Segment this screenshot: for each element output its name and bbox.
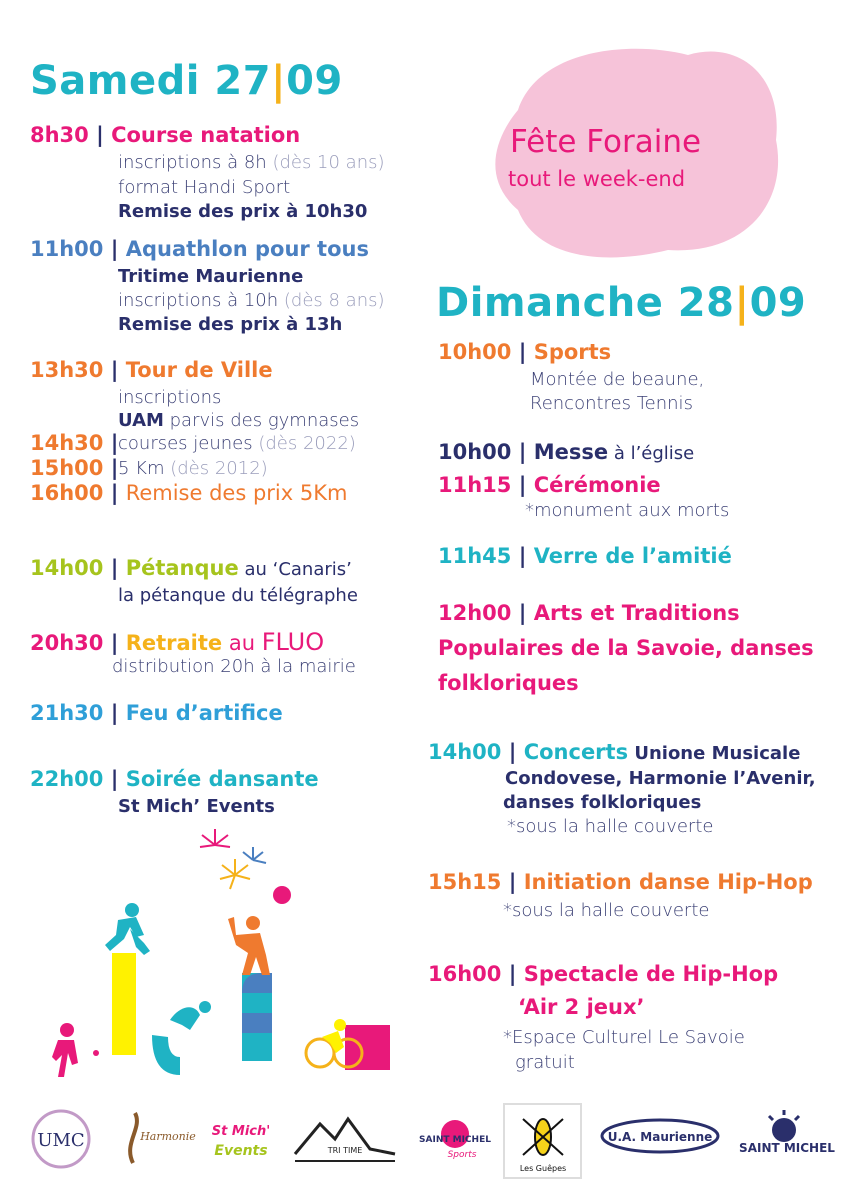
event-detail: Remise des prix à 13h (118, 314, 343, 335)
event-time: 10h00 | Sports (438, 340, 612, 364)
event-detail: Rencontres Tennis (530, 393, 693, 414)
title-separator: | (734, 280, 750, 326)
svg-text:Les Guêpes: Les Guêpes (519, 1164, 566, 1173)
event-title: Spectacle de Hip-Hop (523, 962, 779, 986)
logo-les-guepes (503, 1103, 582, 1179)
logo-harmonie (112, 1105, 204, 1173)
event-detail: danses folkloriques (503, 792, 702, 813)
fair-title: Fête Foraine (510, 124, 702, 160)
event-time: 16h00 | Remise des prix 5Km (30, 481, 348, 505)
event-title: Retraite (125, 631, 223, 655)
event-detail: Condovese, Harmonie l’Avenir, (505, 768, 816, 789)
swimmer-icon (152, 1001, 211, 1075)
event-detail: folkloriques (438, 671, 579, 695)
event-time: 16h00 | Spectacle de Hip-Hop (428, 962, 779, 986)
svg-text:SAINT MICHEL: SAINT MICHEL (419, 1135, 491, 1145)
firework-icon (200, 829, 230, 847)
event-time: 20h30 | Retraite au FLUO (30, 628, 325, 656)
event-time: 14h00 | Concerts Unione Musicale (428, 740, 801, 764)
event-detail: format Handi Sport (118, 177, 291, 198)
event-title: Cérémonie (533, 473, 661, 497)
event-time: 15h00 | (30, 456, 119, 480)
svg-text:SAINT MICHEL: SAINT MICHEL (739, 1141, 835, 1155)
event-time: 11h00 | Aquathlon pour tous (30, 237, 369, 261)
logo-tri-time (290, 1105, 400, 1173)
event-time: 11h45 | Verre de l’amitié (438, 544, 732, 568)
event-detail: inscriptions à 10h (dès 8 ans) (118, 290, 385, 311)
event-detail: *sous la halle couverte (503, 900, 710, 921)
logo-saint-michel-sports (410, 1105, 500, 1173)
event-detail: Populaires de la Savoie, danses (438, 636, 814, 660)
event-detail: *Espace Culturel Le Savoie (503, 1027, 745, 1048)
logo-ua-maurienne (600, 1105, 720, 1173)
sports-illustration (40, 825, 400, 1090)
event-title: Remise des prix 5Km (125, 481, 348, 505)
sunday-title-day: Dimanche 28 (436, 280, 735, 326)
event-title: Tour de Ville (125, 358, 273, 382)
event-title: Initiation danse Hip-Hop (523, 870, 813, 894)
event-title: Feu d’artifice (125, 701, 283, 725)
title-separator: | (271, 58, 287, 104)
event-time: 13h30 | Tour de Ville (30, 358, 273, 382)
svg-text:St Mich': St Mich' (211, 1124, 271, 1139)
event-detail: gratuit (515, 1052, 575, 1073)
logo-st-mich-events (206, 1105, 276, 1173)
event-detail: 5 Km (dès 2012) (118, 458, 268, 479)
svg-text:TRI TIME: TRI TIME (327, 1146, 363, 1155)
event-detail: courses jeunes (dès 2022) (118, 433, 356, 454)
event-detail: inscriptions (118, 387, 222, 408)
sunday-title-month: 09 (749, 280, 807, 326)
event-title: Arts et Traditions (533, 601, 740, 625)
event-title: Soirée dansante (125, 767, 319, 791)
walker-icon (52, 1023, 99, 1077)
yellow-pillar (112, 953, 136, 1055)
svg-text:Events: Events (214, 1143, 268, 1159)
event-title: Pétanque (125, 556, 239, 580)
event-title: Verre de l’amitié (533, 544, 732, 568)
event-detail: *sous la halle couverte (507, 816, 714, 837)
event-time: 8h30 | Course natation (30, 123, 301, 147)
svg-text:U.A. Maurienne: U.A. Maurienne (607, 1130, 713, 1144)
event-detail: Tritime Maurienne (118, 266, 304, 287)
event-title: Sports (533, 340, 612, 364)
saturday-title-month: 09 (286, 58, 343, 104)
runner-icon (105, 903, 150, 955)
event-title: Concerts (523, 740, 629, 764)
saturday-title (30, 58, 343, 104)
firework-icon (220, 859, 250, 889)
event-detail: la pétanque du télégraphe (118, 585, 358, 606)
fair-subtitle: tout le week-end (508, 167, 686, 191)
svg-text:St Mich’ Events: St Mich’ Events (237, 1169, 245, 1170)
logo-saint-michel (728, 1105, 846, 1173)
event-time: 10h00 | Messe à l’église (438, 440, 695, 464)
event-detail: inscriptions à 8h (dès 10 ans) (118, 152, 385, 173)
sunday-title (436, 280, 806, 326)
event-title: Course natation (111, 123, 301, 147)
event-time: 11h15 | Cérémonie (438, 473, 661, 497)
event-detail: Remise des prix à 10h30 (118, 201, 368, 222)
event-time: 22h00 | Soirée dansante (30, 767, 319, 791)
event-detail: UAM parvis des gymnases (118, 410, 360, 431)
logo-umc (22, 1105, 100, 1173)
svg-text:UMC: UMC (37, 1130, 85, 1151)
firework-icon (243, 847, 266, 863)
event-detail: Montée de beaune, (530, 369, 705, 390)
svg-text:Sports: Sports (447, 1150, 477, 1160)
event-time: 15h15 | Initiation danse Hip-Hop (428, 870, 813, 894)
svg-text:Harmonie: Harmonie (140, 1130, 196, 1143)
event-time: 21h30 | Feu d’artifice (30, 701, 283, 725)
pink-block (345, 1025, 390, 1070)
event-time: 12h00 | Arts et Traditions (438, 601, 740, 625)
event-time: 14h30 | (30, 431, 119, 455)
ball-icon (273, 886, 291, 904)
event-detail: St Mich’ Events (118, 796, 275, 817)
event-title: Messe (533, 440, 609, 464)
event-detail: *monument aux morts (525, 500, 730, 521)
thrower-icon (228, 916, 270, 975)
saturday-title-day: Samedi 27 (30, 58, 272, 104)
event-detail: distribution 20h à la mairie (112, 656, 356, 677)
event-title: Aquathlon pour tous (125, 237, 369, 261)
event-detail: ‘Air 2 jeux’ (518, 995, 645, 1019)
event-time: 14h00 | Pétanque au ‘Canaris’ (30, 556, 352, 580)
